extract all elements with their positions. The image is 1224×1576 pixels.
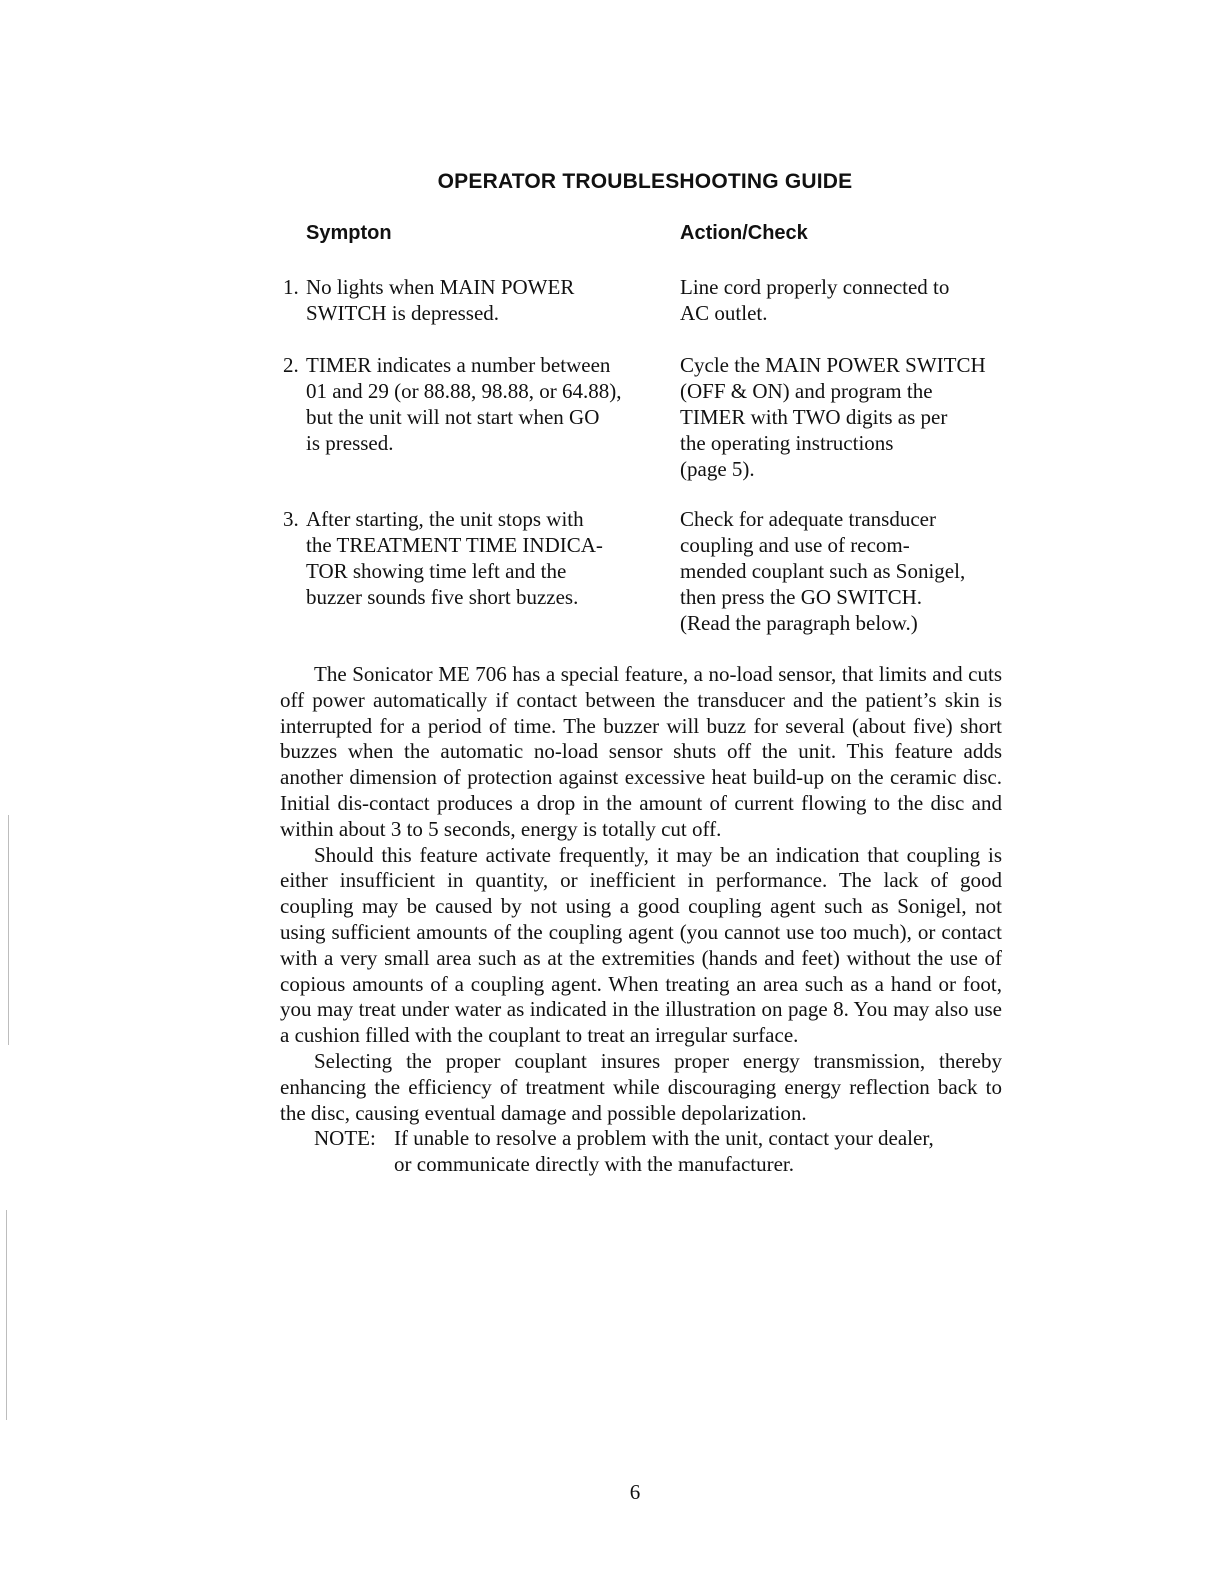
action-line: (Read the paragraph below.) bbox=[680, 611, 918, 635]
paragraph: Should this feature activate frequently, it may be an indication that coupling is either insufficient in quantity, or inefficient in performance. The lack of good coupling may be caused by not using a good coupling agent such as Sonigel, not using sufficient amounts of the coupling agent (you cannot use too much), or contact with a very small area such as at the extremities (hands and feet) without the use of copious amounts of a coupling agent. When treating an area such as a hand or foot, you may treat under water as indicated in the illustration on page 8. You may also use a cushion filled with the couplant to treat an irregular surface. bbox=[280, 842, 1002, 1048]
symptom-line: the TREATMENT TIME INDICA- bbox=[306, 533, 603, 557]
note bbox=[314, 1126, 1002, 1178]
symptom-cell bbox=[306, 274, 656, 326]
symptom-line: TIMER indicates a number between bbox=[306, 353, 611, 377]
action-line: (page 5). bbox=[680, 457, 755, 481]
action-line: mended couplant such as Sonigel, bbox=[680, 559, 966, 583]
symptom-column-header: Sympton bbox=[306, 222, 392, 244]
action-cell bbox=[680, 274, 1020, 326]
scan-margin-artifact bbox=[8, 815, 9, 1045]
symptom-line: 01 and 29 (or 88.88, 98.88, or 64.88), bbox=[306, 379, 622, 403]
symptom-line: is pressed. bbox=[306, 431, 394, 455]
row-number: 3. bbox=[283, 507, 299, 531]
symptom-line: SWITCH is depressed. bbox=[306, 301, 500, 325]
scan-margin-artifact bbox=[6, 1210, 7, 1420]
symptom-cell bbox=[306, 352, 656, 456]
symptom-line: buzzer sounds five short buzzes. bbox=[306, 585, 579, 609]
note-line: If unable to resolve a problem with the unit, contact your dealer, bbox=[394, 1126, 934, 1151]
symptom-line: After starting, the unit stops with bbox=[306, 507, 584, 531]
action-line: Check for adequate transducer bbox=[680, 507, 936, 531]
paragraph: The Sonicator ME 706 has a special feature, a no-load sensor, that limits and cuts off power automatically if contact between the transducer and the patient’s skin is interrupted for a period of time. The buzzer will buzz for several (about five) short buzzes when the automatic no-load sensor shuts off the unit. This feature adds another dimension of protection against excessive heat build-up on the ceramic disc. Initial dis-contact produces a drop in the amount of current flowing to the disc and within about 3 to 5 seconds, energy is totally cut off. bbox=[280, 662, 1002, 841]
action-line: (OFF & ON) and program the bbox=[680, 379, 933, 403]
paragraph: Selecting the proper couplant insures proper energy transmission, thereby enhancing the efficiency of treatment while discouraging energy reflection back to the disc, causing eventual damage and possible depolarization. bbox=[280, 1048, 1002, 1125]
action-cell bbox=[680, 506, 1020, 636]
action-line: TIMER with TWO digits as per bbox=[680, 405, 948, 429]
symptom-line: TOR showing time left and the bbox=[306, 559, 567, 583]
note-text bbox=[394, 1126, 1002, 1178]
action-line: the operating instructions bbox=[680, 431, 894, 455]
row-number: 2. bbox=[283, 353, 299, 377]
action-line: Line cord properly connected to bbox=[680, 275, 950, 299]
action-cell bbox=[680, 352, 1020, 482]
note-label: NOTE: bbox=[314, 1126, 376, 1151]
symptom-line: No lights when MAIN POWER bbox=[306, 275, 575, 299]
page-title: OPERATOR TROUBLESHOOTING GUIDE bbox=[437, 170, 853, 193]
action-line: then press the GO SWITCH. bbox=[680, 585, 923, 609]
action-line: AC outlet. bbox=[680, 301, 768, 325]
body-text bbox=[280, 662, 1002, 1178]
symptom-line: but the unit will not start when GO bbox=[306, 405, 600, 429]
note-line: or communicate directly with the manufacturer. bbox=[394, 1152, 795, 1177]
action-line: coupling and use of recom- bbox=[680, 533, 910, 557]
action-line: Cycle the MAIN POWER SWITCH bbox=[680, 353, 986, 377]
symptom-cell bbox=[306, 506, 656, 610]
row-number: 1. bbox=[283, 275, 299, 299]
action-column-header: Action/Check bbox=[680, 222, 808, 244]
page-number: 6 bbox=[629, 1480, 641, 1504]
